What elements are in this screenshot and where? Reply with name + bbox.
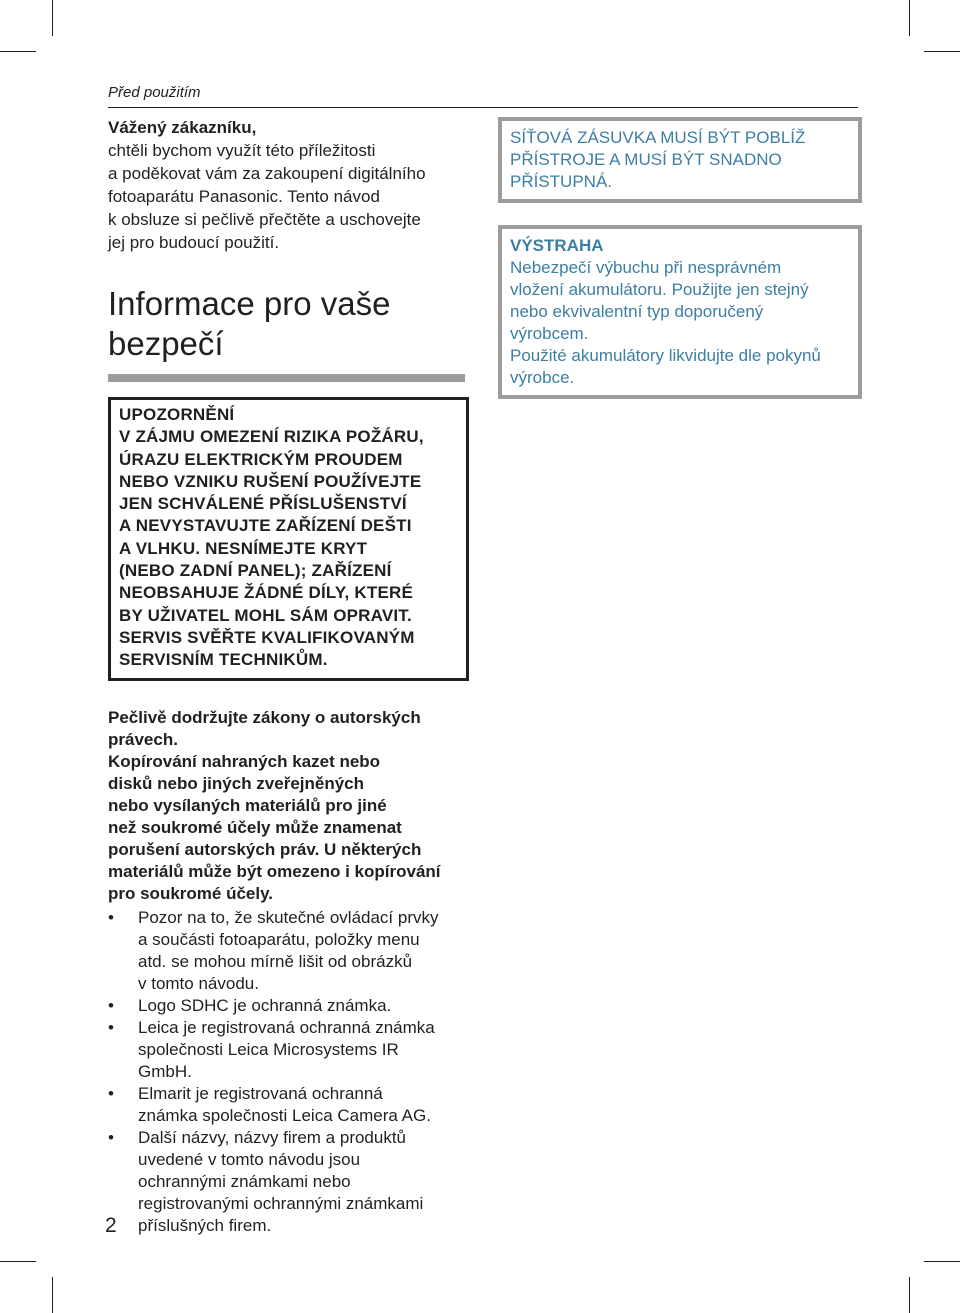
list-item-line: Pozor na to, že skutečné ovládací prvky [138,907,439,927]
warning-line: SERVIS SVĚŘTE KVALIFIKOVANÝM [119,627,415,647]
safety-title-line: Informace pro vaše [108,285,391,322]
list-item-line: Další názvy, názvy firem a produktů [138,1127,407,1147]
socket-notice-line: PŘÍSTROJE A MUSÍ BÝT SNADNO [510,150,782,169]
warning-line: V ZÁJMU OMEZENÍ RIZIKA POŽÁRU, [119,427,424,447]
safety-section-title [108,284,468,364]
crop-mark [52,1277,53,1313]
list-item-line: GmbH. [138,1061,192,1081]
list-item-line: a součásti fotoaparátu, položky menu [138,929,420,949]
battery-warning-line: výrobcem. [510,324,589,343]
copyright-line: nebo vysílaných materiálů pro jiné [108,795,387,815]
section-label: Před použitím [108,84,201,101]
list-item-line: Leica je registrovaná ochranná známka [138,1017,435,1037]
crop-mark [924,51,960,52]
battery-warning-line: Použité akumulátory likvidujte dle pokynů [510,346,821,365]
bullet-icon: • [108,1127,114,1147]
crop-mark [52,0,53,36]
safety-warning-box [108,397,469,681]
battery-warning-line: vložení akumulátoru. Použijte jen stejný [510,280,809,299]
greeting-line: chtěli bychom využít této příležitosti [108,141,376,160]
warning-line: JEN SCHVÁLENÉ PŘÍSLUŠENSTVÍ [119,494,407,514]
crop-mark [0,51,36,52]
list-item-line: příslušných firem. [138,1215,272,1235]
list-item-line: ochrannými známkami nebo [138,1171,351,1191]
warning-line: NEOBSAHUJE ŽÁDNÉ DÍLY, KTERÉ [119,583,414,603]
warning-line: (NEBO ZADNÍ PANEL); ZAŘÍZENÍ [119,561,392,581]
greeting-line: a poděkovat vám za zakoupení digitálního [108,164,426,183]
list-item-line: atd. se mohou mírně lišit od obrázků [138,951,413,971]
battery-warning-title: VÝSTRAHA [510,236,604,255]
list-item [108,995,468,1017]
copyright-line: pro soukromé účely. [108,883,274,903]
copyright-line: právech. [108,729,178,749]
socket-notice-line: SÍŤOVÁ ZÁSUVKA MUSÍ BÝT POBLÍŽ [510,128,806,147]
warning-line: A VLHKU. NESNÍMEJTE KRYT [119,538,368,558]
page-number: 2 [105,1214,117,1237]
crop-mark [0,1261,36,1262]
crop-mark [909,1277,910,1313]
list-item-line: v tomto návodu. [138,973,259,993]
crop-mark [909,0,910,36]
copyright-line: materiálů může být omezeno i kopírování [108,861,441,881]
greeting-body [108,139,468,254]
trademark-notes-list [108,907,468,1237]
bullet-icon: • [108,1083,114,1103]
list-item-line: Logo SDHC je ochranná známka. [138,995,392,1015]
list-item-line: uvedené v tomto návodu jsou [138,1149,361,1169]
safety-title-line: bezpečí [108,325,224,362]
bullet-icon: • [108,907,114,927]
socket-notice-line: PŘÍSTUPNÁ. [510,172,613,191]
section-title-bar [108,374,465,382]
left-column [108,116,468,1237]
bullet-icon: • [108,1017,114,1037]
warning-line: UPOZORNĚNÍ [119,405,235,424]
warning-line: A NEVYSTAVUJTE ZAŘÍZENÍ DEŠTI [119,516,412,536]
bullet-icon: • [108,995,114,1015]
list-item [108,907,468,995]
greeting-line: fotoaparátu Panasonic. Tento návod [108,187,380,206]
battery-warning-line: výrobce. [510,368,575,387]
copyright-line: porušení autorských práv. U některých [108,839,422,859]
header-rule [108,107,858,108]
list-item-line: známka společnosti Leica Camera AG. [138,1105,431,1125]
battery-warning-line: Nebezpečí výbuchu při nesprávném [510,258,782,277]
greeting-line: jej pro budoucí použití. [108,233,280,252]
greeting-line: k obsluze si pečlivě přečtěte a uschovejte [108,210,421,229]
socket-notice-box [498,117,862,203]
list-item-line: Elmarit je registrovaná ochranná [138,1083,383,1103]
greeting-title: Vážený zákazníku, [108,118,257,137]
copyright-line: disků nebo jiných zveřejněných [108,773,365,793]
list-item [108,1127,468,1237]
list-item [108,1083,468,1127]
warning-line: NEBO VZNIKU RUŠENÍ POUŽÍVEJTE [119,471,422,491]
crop-mark [924,1261,960,1262]
copyright-line: než soukromé účely může znamenat [108,817,402,837]
warning-line: ÚRAZU ELEKTRICKÝM PROUDEM [119,449,403,469]
right-column [498,117,858,399]
battery-warning-box [498,225,862,399]
battery-warning-line: nebo ekvivalentní typ doporučený [510,302,764,321]
copyright-line: Pečlivě dodržujte zákony o autorských [108,707,421,727]
list-item-line: registrovanými ochrannými známkami [138,1193,424,1213]
list-item-line: společnosti Leica Microsystems IR [138,1039,399,1059]
copyright-notice [108,707,468,905]
list-item [108,1017,468,1083]
copyright-line: Kopírování nahraných kazet nebo [108,751,381,771]
warning-line: BY UŽIVATEL MOHL SÁM OPRAVIT. [119,605,412,625]
warning-line: SERVISNÍM TECHNIKŮM. [119,650,328,670]
